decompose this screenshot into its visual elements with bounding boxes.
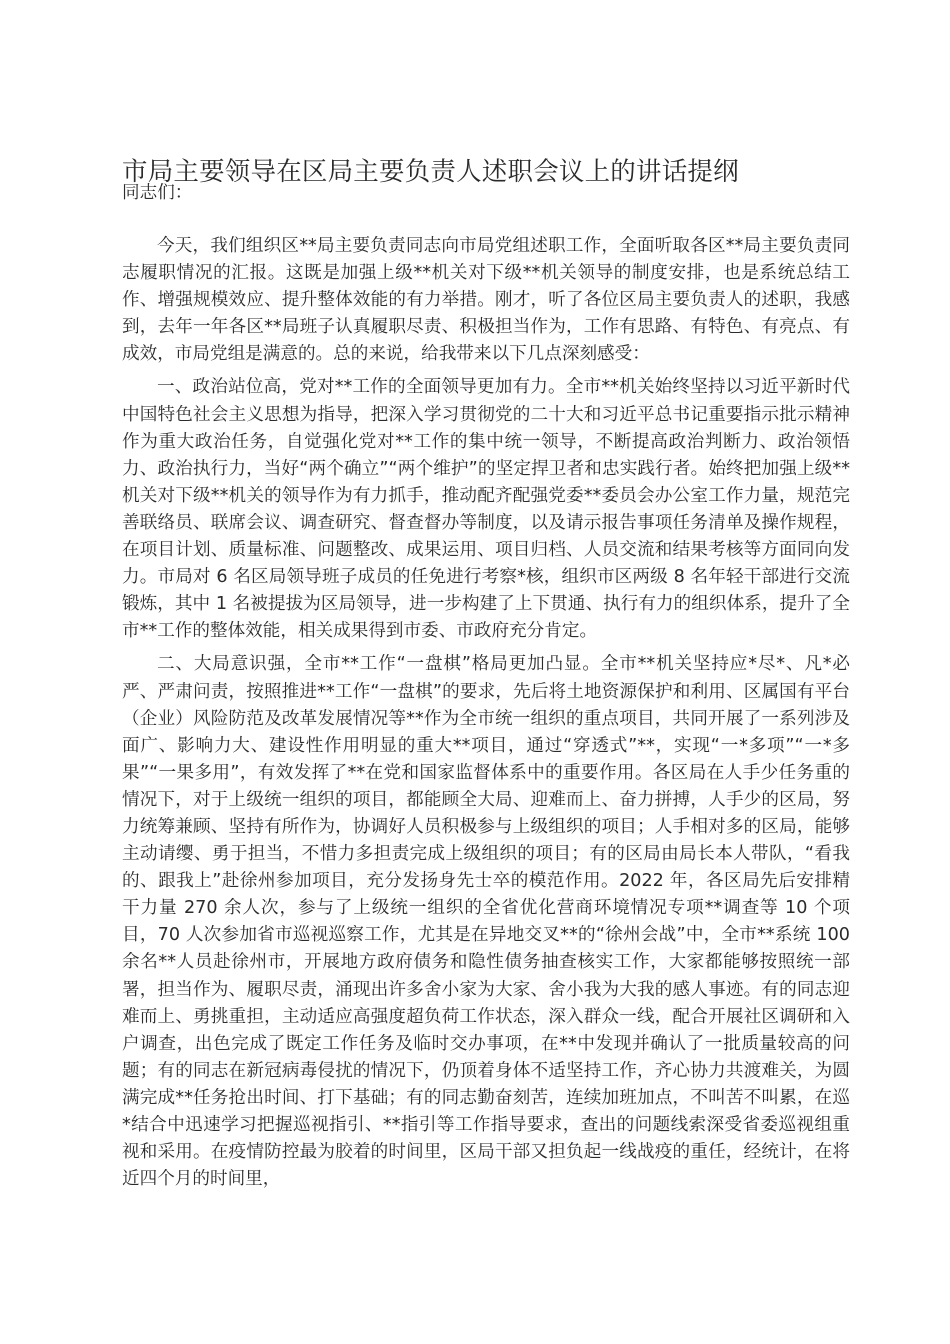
salutation: 同志们： — [122, 183, 193, 203]
paragraph-intro: 今天，我们组织区**局主要负责同志向市局党组述职工作，全面听取各区**局主要负责同志履职情况的汇报。这既是加强上级**机关对下级**机关领导的制度安排，也是系统总结工作、增强规模效应、提升整体效能的有力举措。刚才，听了各位区局主要负责人的述职，我感到，去年一年各区**局班子认真履职尽责、积极担当作为，工作有思路、有特色、有亮点、有成效，市局党组是满意的。总的来说，给我带来以下几点深刻感受： — [122, 236, 850, 365]
paragraph-section-1: 一、政治站位高，党对**工作的全面领导更加有力。全市**机关始终坚持以习近平新时代中国特色社会主义思想为指导，把深入学习贯彻党的二十大和习近平总书记重要指示批示精神作为重大政治任务，自觉强化党对**工作的集中统一领导，不断提高政治判断力、政治领悟力、政治执行力，当好“两个确立”“两个维护”的坚定捍卫者和忠实践行者。始终把加强上级**机关对下级**机关的领导作为有力抓手，推动配齐配强党委**委员会办公室工作力量，规范完善联络员、联席会议、调查研究、督查督办等制度，以及请示报告事项任务清单及操作规程，在项目计划、质量标准、问题整改、成果运用、项目归档、人员交流和结果考核等方面同向发力。市局对 6 名区局领导班子成员的任免进行考察*核，组织市区两级 8 名年轻干部进行交流锻炼，其中 1 名被提拔为区局领导，进一步构建了上下贯通、执行有力的组织体系，提升了全市**工作的整体效能，相关成果得到市委、市政府充分肯定。 — [122, 377, 850, 642]
document-title: 市局主要领导在区局主要负责人述职会议上的讲话提纲 — [122, 157, 739, 187]
document-body — [122, 233, 850, 1193]
paragraph-section-2: 二、大局意识强，全市**工作“一盘棋”格局更加凸显。全市**机关坚持应*尽*、凡*必严、严肃问责，按照推进**工作“一盘棋”的要求，先后将土地资源保护和利用、区属国有平台（企业）风险防范及改革发展情况等**作为全市统一组织的重点项目，共同开展了一系列涉及面广、影响力大、建设性作用明显的重大**项目，通过“穿透式”**，实现“一*多项”“一*多果”“一果多用”，有效发挥了**在党和国家监督体系中的重要作用。各区局在人手少任务重的情况下，对于上级统一组织的项目，都能顾全大局、迎难而上、奋力拼搏，人手少的区局，努力统筹兼顾、坚持有所作为，协调好人员积极参与上级组织的项目；人手相对多的区局，能够主动请缨、勇于担当，不惜力多担责完成上级组织的项目；有的区局由局长本人带队，“看我的、跟我上”赴徐州参加项目，充分发扬身先士卒的模范作用。2022 年，各区局先后安排精干力量 270 余人次，参与了上级统一组织的全省优化营商环境情况专项**调查等 10 个项目，70 人次参加省市巡视巡察工作，尤其是在异地交叉**的“徐州会战”中，全市**系统 100 余名**人员赴徐州市，开展地方政府债务和隐性债务抽查核实工作，大家都能够按照统一部署，担当作为、履职尽责，涌现出许多舍小家为大家、舍小我为大我的感人事迹。有的同志迎难而上、勇挑重担，主动适应高强度超负荷工作状态，深入群众一线，配合开展社区调研和入户调查，出色完成了既定工作任务及临时交办事项，在**中发现并确认了一批质量较高的问题；有的同志在新冠病毒侵扰的情况下，仍顶着身体不适坚持工作，齐心协力共渡难关，为圆满完成**任务抢出时间、打下基础；有的同志勤奋刻苦，连续加班加点，不叫苦不叫累，在巡*结合中迅速学习把握巡视指引、**指引等工作指导要求，查出的问题线索深受省委巡视组重视和采用。在疫情防控最为胶着的时间里，区局干部又担负起一线战疫的重任，经统计，在将近四个月的时间里， — [122, 654, 850, 1190]
